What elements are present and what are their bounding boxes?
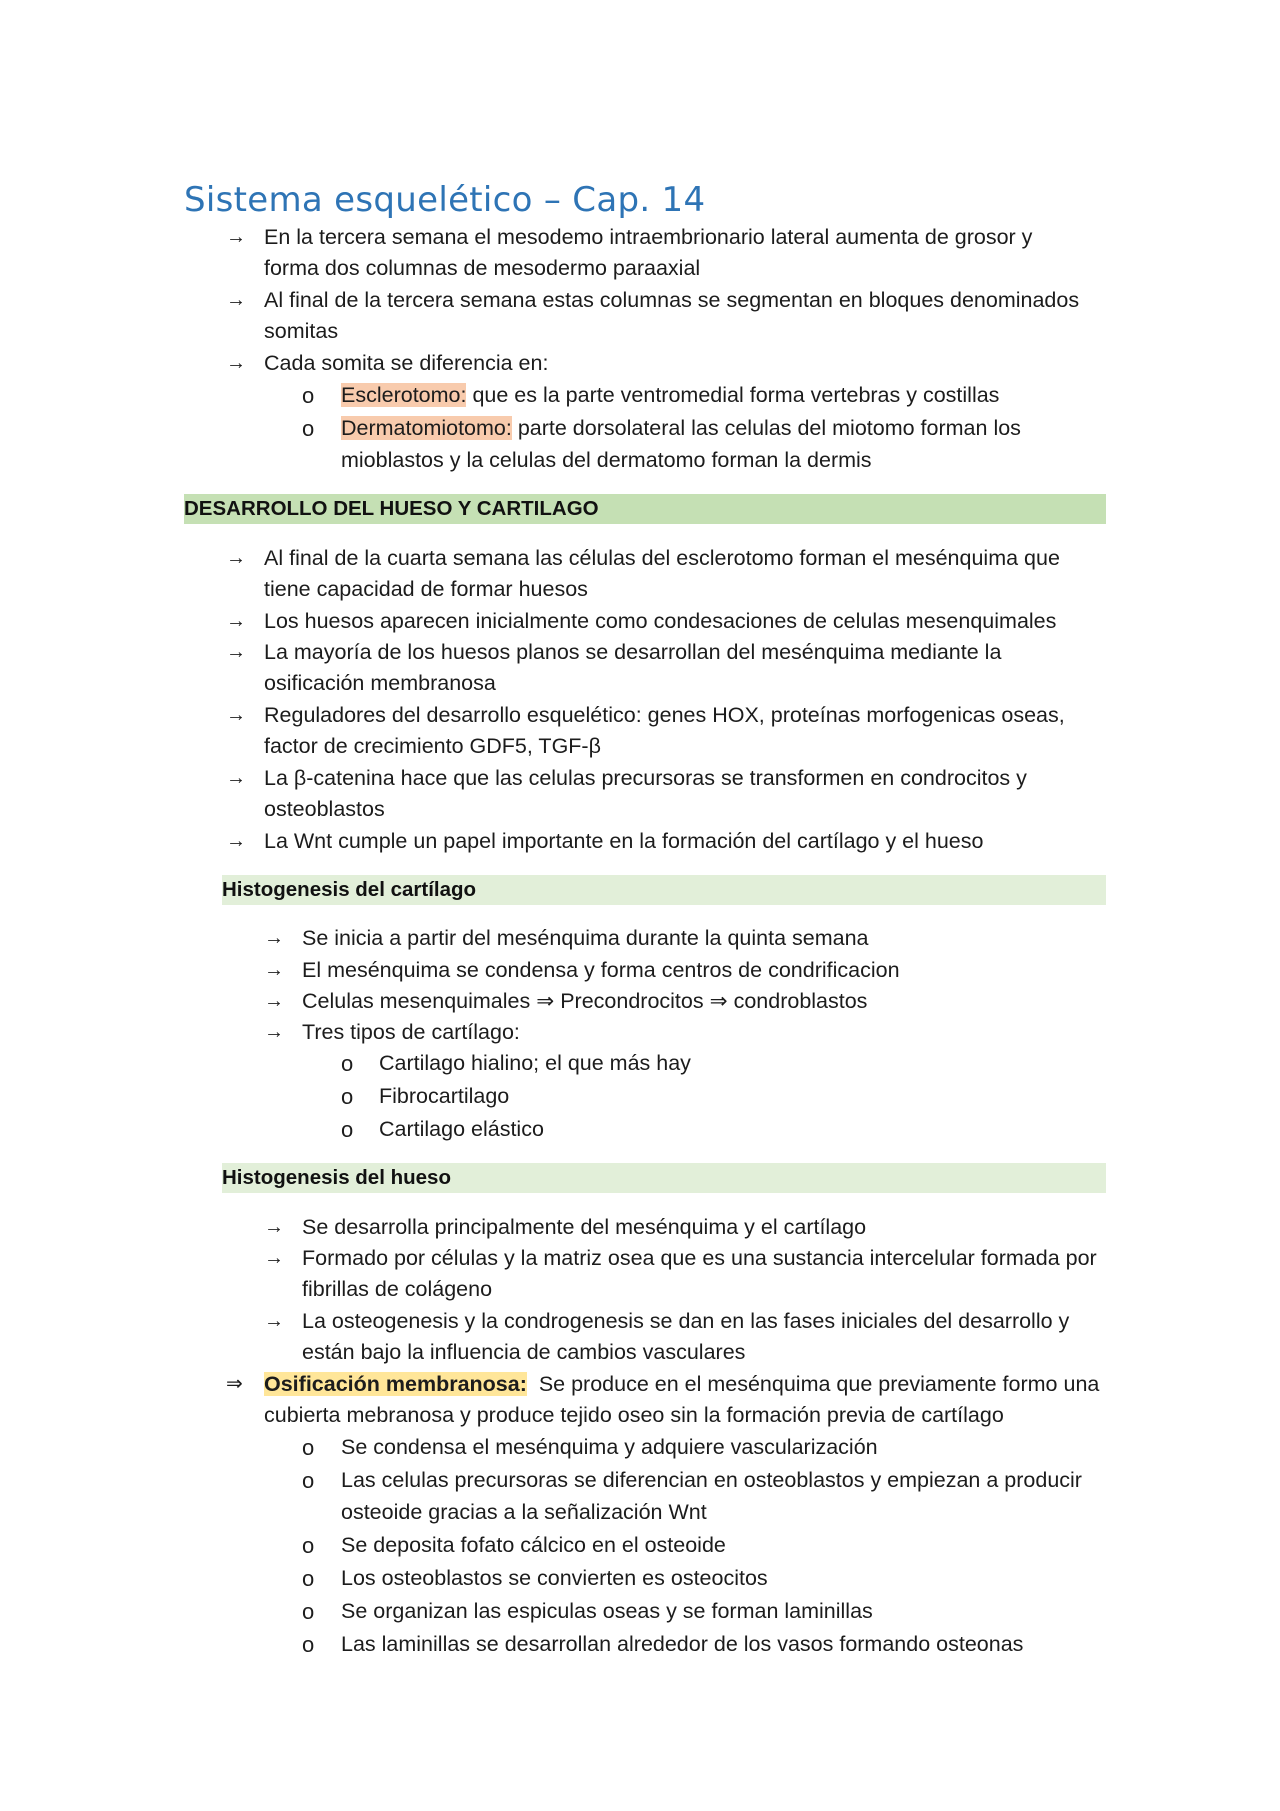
sub-list-item-continuation: mioblastos y la celulas del dermatomo forman la dermis: [341, 448, 872, 472]
circle-bullet-icon: o: [341, 1084, 354, 1109]
list-item-text: La mayoría de los huesos planos se desarrollan del mesénquima mediante la: [264, 640, 1002, 664]
list-item-text: En la tercera semana el mesodemo intraembrionario lateral aumenta de grosor y: [264, 225, 1033, 249]
list-item-continuation: somitas: [264, 319, 339, 343]
list-item-continuation: osificación membranosa: [264, 671, 496, 695]
circle-bullet-icon: o: [302, 416, 315, 441]
arrow-bullet-icon: →: [226, 767, 246, 789]
section-heading: DESARROLLO DEL HUESO Y CARTILAGO: [184, 494, 1106, 524]
list-item-continuation: tiene capacidad de formar huesos: [264, 577, 588, 601]
list-item-text: Al final de la cuarta semana las células del esclerotomo forman el mesénquima que: [264, 546, 1060, 570]
arrow-bullet-icon: →: [264, 990, 284, 1012]
circle-bullet-icon: o: [341, 1051, 354, 1076]
double-arrow-bullet-icon: ⇒: [226, 1373, 243, 1395]
list-item-text: Se inicia a partir del mesénquima durante la quinta semana: [302, 926, 869, 950]
arrow-bullet-icon: →: [264, 1310, 284, 1332]
arrow-bullet-icon: →: [226, 830, 246, 852]
circle-bullet-icon: o: [341, 1117, 354, 1142]
list-item-text: Se organizan las espiculas oseas y se forman laminillas: [341, 1599, 873, 1623]
subsection-heading: Histogenesis del cartílago: [222, 875, 1106, 905]
list-item-text: Se desarrolla principalmente del mesénquima y el cartílago: [302, 1215, 867, 1239]
list-item-continuation: forma dos columnas de mesodermo paraaxial: [264, 256, 701, 280]
list-item-text: Se deposita fofato cálcico en el osteoide: [341, 1533, 726, 1557]
list-item-continuation: factor de crecimiento GDF5, TGF-β: [264, 734, 601, 758]
term-highlight: Osificación membranosa:: [264, 1372, 527, 1396]
list-item-text: Tres tipos de cartílago:: [302, 1020, 520, 1044]
list-item-text: Celulas mesenquimales ⇒ Precondrocitos ⇒ condroblastos: [302, 989, 868, 1013]
list-item-text: Reguladores del desarrollo esquelético: genes HOX, proteínas morfogenicas oseas,: [264, 703, 1065, 727]
arrow-bullet-icon: →: [226, 352, 246, 374]
list-item-text: Cada somita se diferencia en:: [264, 351, 549, 375]
arrow-bullet-icon: →: [226, 641, 246, 663]
list-item-continuation: cubierta mebranosa y produce tejido oseo sin la formación previa de cartílago: [264, 1403, 1004, 1427]
list-item-text: Formado por células y la matriz osea que es una sustancia intercelular formada por: [302, 1246, 1097, 1270]
circle-bullet-icon: o: [302, 1599, 315, 1624]
circle-bullet-icon: o: [302, 1435, 315, 1460]
arrow-bullet-icon: →: [264, 1021, 284, 1043]
list-item-text: El mesénquima se condensa y forma centros de condrificacion: [302, 958, 900, 982]
list-item-text: Al final de la tercera semana estas columnas se segmentan en bloques denominados: [264, 288, 1080, 312]
list-item-text: Las laminillas se desarrollan alrededor de los vasos formando osteonas: [341, 1632, 1024, 1656]
list-item-text: Se condensa el mesénquima y adquiere vascularización: [341, 1435, 878, 1459]
circle-bullet-icon: o: [302, 1468, 315, 1493]
circle-bullet-icon: o: [302, 1566, 315, 1591]
list-item-text: Las celulas precursoras se diferencian en osteoblastos y empiezan a producir: [341, 1468, 1082, 1492]
page-title: Sistema esquelético – Cap. 14: [184, 180, 706, 220]
term-highlight: Esclerotomo:: [341, 383, 467, 407]
list-item-continuation: están bajo la influencia de cambios vasculares: [302, 1340, 746, 1364]
arrow-bullet-icon: →: [226, 289, 246, 311]
list-item-continuation: fibrillas de colágeno: [302, 1277, 493, 1301]
list-item-text: Cartilago elástico: [379, 1117, 544, 1141]
list-item-continuation: osteoblastos: [264, 797, 385, 821]
term-highlight: Dermatomiotomo:: [341, 416, 512, 440]
arrow-bullet-icon: →: [226, 704, 246, 726]
subsection-heading: Histogenesis del hueso: [222, 1163, 1106, 1193]
arrow-bullet-icon: →: [226, 226, 246, 248]
list-item-text: La Wnt cumple un papel importante en la formación del cartílago y el hueso: [264, 829, 984, 853]
list-item-text: Los osteoblastos se convierten es osteocitos: [341, 1566, 768, 1590]
list-item-text: Los huesos aparecen inicialmente como condesaciones de celulas mesenquimales: [264, 609, 1057, 633]
arrow-bullet-icon: →: [264, 1247, 284, 1269]
list-item-text: La osteogenesis y la condrogenesis se dan en las fases iniciales del desarrollo y: [302, 1309, 1070, 1333]
document-page: Sistema esquelético – Cap. 14 → En la tercera semana el mesodemo intraembrionario lateral aumenta de grosor y forma dos columnas de mesodermo paraaxial → Al final de la tercera semana estas columnas se segmentan en bloques denominados somitas → Cada somita se diferencia en: o Esclerotomo: que es la parte ventromedial forma vertebras y costillas o Dermatomiotomo: parte dorsolateral las celulas del miotomo forman los mioblastos y la celulas del dermatomo forman la dermis DESARROLLO DEL HUESO Y CARTILAGO → Al final de la cuarta semana las células del esclerotomo forman el mesénquima que tiene capacidad de formar huesos → Los huesos aparecen inicialmente como condesaciones de celulas mesenquimales → La mayoría de los huesos planos se desarrollan del mesénquima mediante la osificación membranosa → Reguladores del desarrollo esquelético: genes HOX, proteínas morfogenicas oseas, factor de crecimiento GDF5, TGF-β → La β-catenina hace que las celulas precursoras se transformen en condrocitos y osteoblastos → La Wnt cumple un papel importante en la formación del cartílago y el hueso Histogenesis del cartílago → Se inicia a partir del mesénquima durante la quinta semana → El mesénquima se condensa y forma centros de condrificacion → Celulas mesenquimales ⇒ Precondrocitos ⇒ condroblastos → Tres tipos de cartílago: o Cartilago hialino; el que más hay o Fibrocartilago o Cartilago elástico Histogenesis del hueso → Se desarrolla principalmente del mesénquima y el cartílago → Formado por células y la matriz osea que es una sustancia intercelular formada por fibrillas de colágeno → La osteogenesis y la condrogenesis se dan en las fases iniciales del desarrollo y están bajo la influencia de cambios vasculares ⇒ Osificación membranosa: Se produce en el mesénquima que previamente formo una cubierta mebranosa y produce tejido oseo sin la formación previa de cartílago o Se condensa el mesénquima y adquiere vascularización o Las celulas precursoras se diferencian en osteoblastos y empiezan a producir osteoide gracias a la señalización Wnt o Se deposita fofato cálcico en el osteoide o Los osteoblastos se convierten es osteocitos o Se organizan las espiculas oseas y se forman laminillas o Las laminillas se desarrollan alrededor de los vasos formando osteonas: [0, 0, 1280, 1811]
list-item-text: Cartilago hialino; el que más hay: [379, 1051, 691, 1075]
arrow-bullet-icon: →: [226, 547, 246, 569]
list-item-text: La β-catenina hace que las celulas precursoras se transformen en condrocitos y: [264, 766, 1027, 790]
arrow-bullet-icon: →: [264, 927, 284, 949]
circle-bullet-icon: o: [302, 1632, 315, 1657]
arrow-bullet-icon: →: [226, 610, 246, 632]
sub-list-item-continuation: osteoide gracias a la señalización Wnt: [341, 1500, 707, 1524]
list-item-text: Fibrocartilago: [379, 1084, 510, 1108]
circle-bullet-icon: o: [302, 383, 315, 408]
circle-bullet-icon: o: [302, 1533, 315, 1558]
arrow-bullet-icon: →: [264, 959, 284, 981]
arrow-bullet-icon: →: [264, 1216, 284, 1238]
